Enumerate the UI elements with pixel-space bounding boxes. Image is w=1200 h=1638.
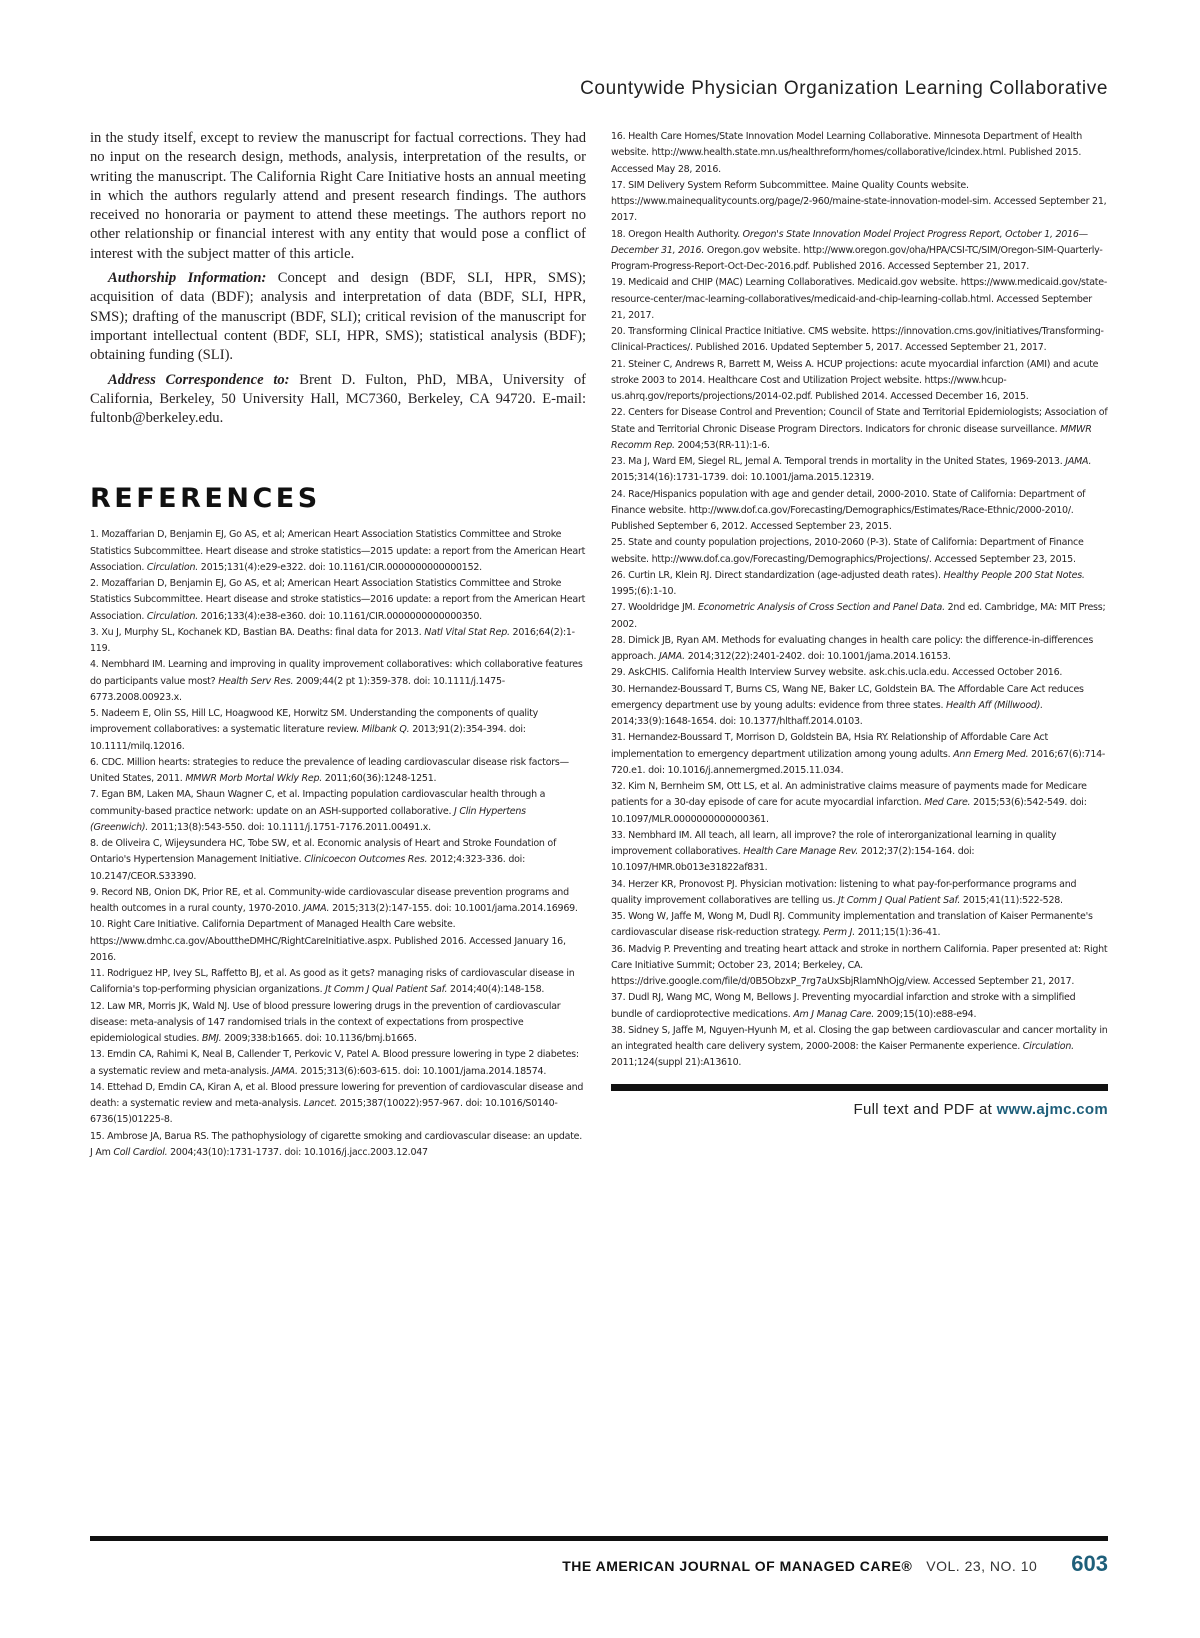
reference-it: Natl Vital Stat Rep. bbox=[424, 626, 510, 638]
reference-post: 2009;15(10):e88-e94. bbox=[873, 1008, 977, 1020]
page-number: 603 bbox=[1071, 1551, 1108, 1576]
reference-item bbox=[611, 877, 1108, 910]
reference-pre: 10. Right Care Initiative. California Department of Managed Health Care website. https://www.dmhc.ca.gov/AbouttheDMHC/RightCareInitiative.aspx. Published 2016. Accessed January 16, 2016. bbox=[90, 919, 566, 963]
reference-item bbox=[611, 227, 1108, 276]
reference-pre: 23. Ma J, Ward EM, Siegel RL, Jemal A. Temporal trends in mortality in the United States, 1969-2013. bbox=[611, 456, 1066, 467]
section-rule bbox=[611, 1084, 1108, 1091]
reference-pre: 30. Hernandez-Boussard T, Burns CS, Wang NE, Baker LC, Goldstein BA. The Affordable Care Act reduces emergency department use by young adults: evidence from three states. bbox=[611, 683, 1084, 711]
reference-item bbox=[611, 487, 1108, 536]
reference-post: 1995;(6):1-10. bbox=[611, 586, 677, 597]
reference-pre: 32. Kim N, Bernheim SM, Ott LS, et al. An administrative claims measure of payments made for Medicare patients for a 30-day episode of care for acute myocardial infarction. bbox=[611, 781, 1087, 809]
reference-it: Circulation. bbox=[146, 561, 198, 573]
reference-pre: 38. Sidney S, Jaffe M, Nguyen-Hyunh M, et al. Closing the gap between cardiovascular and cancer mortality in an integrated health care delivery system, 2000-2008: the Kaiser Permanente experience. bbox=[611, 1024, 1108, 1052]
reference-post: 2015;41(11):522-528. bbox=[960, 894, 1063, 906]
address-text: Brent D. Fulton, PhD, MBA, University of California, Berkeley, 50 University Hall, MC7360, Berkeley, CA 94720. E-mail: fultonb@berkeley.edu. bbox=[90, 371, 587, 427]
reference-it: Oregon's State Innovation Model Project Progress Report, October 1, 2016—December 31, 2016. bbox=[611, 228, 1088, 256]
address-lead: Address Correspondence to: bbox=[108, 371, 290, 388]
reference-it: JAMA. bbox=[1065, 456, 1092, 467]
reference-it: Jt Comm J Qual Patient Saf. bbox=[325, 984, 448, 996]
running-title: Countywide Physician Organization Learning Collaborative bbox=[580, 78, 1108, 99]
reference-item bbox=[611, 909, 1108, 942]
left-column bbox=[90, 129, 586, 1161]
reference-it: Health Care Manage Rev. bbox=[743, 846, 859, 857]
reference-pre: 22. Centers for Disease Control and Prevention; Council of State and Territorial Epidemiologists; Association of State and Territorial Chronic Disease Program Directors. Indicators for chronic disease surveillance. bbox=[611, 407, 1108, 435]
reference-post: 2011;15(1):36-41. bbox=[854, 927, 941, 939]
reference-pre: 29. AskCHIS. California Health Interview Survey website. ask.chis.ucla.edu. Accessed October 2016. bbox=[611, 667, 1063, 679]
reference-it: MMWR Morb Mortal Wkly Rep. bbox=[185, 773, 323, 785]
reference-pre: 16. Health Care Homes/State Innovation Model Learning Collaborative. Minnesota Department of Health website. http://www.health.state.mn.us/healthreform/homes/collaborative/lcindex.html. Published 2015. Accessed May 28, 2016. bbox=[611, 131, 1083, 175]
reference-pre: 9. Record NB, Onion DK, Prior RE, et al. Community-wide cardiovascular disease prevention programs and health outcomes in a rural county, 1970-2010. bbox=[90, 886, 569, 915]
reference-pre: 19. Medicaid and CHIP (MAC) Learning Collaboratives. Medicaid.gov website. https://www.medicaid.gov/state-resource-center/mac-learning-collaboratives/medicaid-and-chip-learning-collab.html. Accessed September 21, 2017. bbox=[611, 277, 1108, 321]
reference-item bbox=[611, 600, 1108, 633]
reference-it: MMWR Recomm Rep. bbox=[611, 423, 1092, 451]
reference-post: 2015;314(16):1731-1739. doi: 10.1001/jama.2015.12319. bbox=[611, 472, 874, 484]
reference-post: 2015;131(4):e29-e322. doi: 10.1161/CIR.0000000000000152. bbox=[198, 561, 482, 573]
reference-pre: 8. de Oliveira C, Wijeysundera HC, Tobe SW, et al. Economic analysis of Heart and Stroke Foundation of Ontario's Hypertension Management Initiative. bbox=[90, 838, 557, 866]
reference-pre: 26. Curtin LR, Klein RJ. Direct standardization (age-adjusted death rates). bbox=[611, 569, 944, 581]
reference-post: 2011;13(8):543-550. doi: 10.1111/j.1751-7176.2011.00491.x. bbox=[148, 821, 431, 833]
reference-post: 2013;91(2):354-394. doi: 10.1111/milq.12016. bbox=[90, 724, 526, 752]
reference-post: 2014;40(4):148-158. bbox=[447, 984, 545, 996]
reference-it: Am J Manag Care. bbox=[793, 1008, 874, 1020]
reference-item bbox=[611, 633, 1108, 666]
reference-pre: 21. Steiner C, Andrews R, Barrett M, Weiss A. HCUP projections: acute myocardial infarction (AMI) and acute stroke 2003 to 2014. Healthcare Cost and Utilization Project website. https://www.hcup-us.ahrq.gov/reports/projections/2014-02.pdf. Published 2014. Accessed December 16, 2015. bbox=[611, 358, 1099, 402]
reference-pre: 37. Dudl RJ, Wang MC, Wong M, Bellows J. Preventing myocardial infarction and stroke with a simplified bundle of cardioprotective medications. bbox=[611, 992, 1076, 1020]
reference-it: J Clin Hypertens (Greenwich). bbox=[90, 805, 526, 833]
reference-it: Health Aff (Millwood). bbox=[946, 699, 1043, 711]
reference-pre: 14. Ettehad D, Emdin CA, Kiran A, et al. Blood pressure lowering for prevention of cardiovascular disease and death: a systematic review and meta-analysis. bbox=[90, 1081, 584, 1110]
reference-item bbox=[90, 1080, 586, 1129]
reference-pre: 28. Dimick JB, Ryan AM. Methods for evaluating changes in health care policy: the difference-in-differences approach. bbox=[611, 634, 1094, 662]
reference-pre: 6. CDC. Million hearts: strategies to reduce the prevalence of leading cardiovascular disease risk factors—United States, 2011. bbox=[90, 756, 569, 785]
reference-it: Circulation. bbox=[146, 610, 198, 622]
fulltext-note bbox=[611, 1101, 1108, 1118]
reference-post: 2009;44(2 pt 1):359-378. doi: 10.1111/j.1475-6773.2008.00923.x. bbox=[90, 675, 505, 703]
reference-post: 2012;37(2):154-164. doi: 10.1097/HMR.0b013e31822af831. bbox=[611, 846, 975, 874]
reference-pre: 7. Egan BM, Laken MA, Shaun Wagner C, et al. Impacting population cardiovascular health through a community-based practice network: update on an ASH-supported collaborative. bbox=[90, 789, 546, 817]
reference-item bbox=[611, 405, 1108, 454]
reference-pre: 27. Wooldridge JM. bbox=[611, 602, 699, 614]
reference-item bbox=[611, 357, 1108, 406]
reference-item bbox=[611, 1023, 1108, 1072]
reference-post: 2012;4:323-336. doi: 10.2147/CEOR.S33390. bbox=[90, 854, 526, 882]
reference-item bbox=[90, 966, 586, 999]
reference-it: Med Care. bbox=[924, 797, 971, 809]
reference-item bbox=[611, 275, 1108, 324]
reference-item bbox=[611, 779, 1108, 828]
fulltext-label: Full text and PDF at bbox=[853, 1100, 997, 1118]
reference-it: Clinicoecon Outcomes Res. bbox=[304, 854, 428, 866]
reference-post: 2015;53(6):542-549. doi: 10.1097/MLR.0000000000000361. bbox=[611, 797, 1087, 825]
reference-item bbox=[611, 682, 1108, 731]
reference-pre: 5. Nadeem E, Olin SS, Hill LC, Hoagwood KE, Horwitz SM. Understanding the components of quality improvement collaboratives: a systematic literature review. bbox=[90, 708, 539, 736]
reference-item bbox=[90, 706, 586, 755]
reference-item bbox=[90, 1047, 586, 1080]
reference-item bbox=[611, 568, 1108, 601]
journal-name: THE AMERICAN JOURNAL OF MANAGED CARE® bbox=[562, 1558, 913, 1574]
reference-pre: 4. Nembhard IM. Learning and improving in quality improvement collaboratives: which collaborative features do participants value most? bbox=[90, 659, 583, 687]
reference-post: 2014;33(9):1648-1654. doi: 10.1377/hlthaff.2014.0103. bbox=[611, 716, 863, 727]
reference-pre: 13. Emdin CA, Rahimi K, Neal B, Callender T, Perkovic V, Patel A. Blood pressure lowering in type 2 diabetes: a systematic review and meta-analysis. bbox=[90, 1049, 579, 1077]
reference-post: 2011;60(36):1248-1251. bbox=[322, 773, 437, 785]
reference-it: Perm J. bbox=[823, 927, 855, 939]
reference-item bbox=[611, 535, 1108, 568]
reference-post: 2015;313(2):147-155. doi: 10.1001/jama.2014.16969. bbox=[329, 903, 578, 915]
reference-it: JAMA. bbox=[659, 651, 685, 662]
reference-item bbox=[611, 665, 1108, 681]
right-column bbox=[611, 129, 1108, 1118]
reference-item bbox=[90, 1129, 586, 1162]
authorship-lead: Authorship Information: bbox=[108, 270, 267, 287]
references-heading: REFERENCES bbox=[90, 483, 321, 515]
reference-item bbox=[90, 885, 586, 918]
reference-pre: 12. Law MR, Morris JK, Wald NJ. Use of blood pressure lowering drugs in the prevention of cardiovascular disease: meta-analysis of 147 randomised trials in the context of expectations from prospective epidemiological studies. bbox=[90, 1000, 561, 1045]
reference-post: 2009;338:b1665. doi: 10.1136/bmj.b1665. bbox=[221, 1033, 417, 1045]
reference-item bbox=[90, 917, 586, 966]
reference-it: Econometric Analysis of Cross Section and Panel Data. bbox=[698, 602, 945, 614]
reference-post: 2015;387(10022):957-967. doi: 10.1016/S0140-6736(15)01225-8. bbox=[90, 1098, 558, 1126]
reference-it: Milbank Q. bbox=[361, 724, 410, 736]
reference-item bbox=[90, 787, 586, 836]
disclosure-paragraph: in the study itself, except to review the manuscript for factual corrections. They had no input on the research design, methods, analysis, interpretation of the results, or writing the manuscript. The California Right Care Initiative hosts an annual meeting in which the authors regularly attend and present research findings. The authors received no honoraria or payment to attend these meetings. The authors report no other relationship or financial interest with any entity that would pose a conflict of interest with the subject matter of this article. bbox=[90, 130, 586, 262]
reference-it: JAMA. bbox=[303, 903, 330, 915]
reference-item bbox=[611, 178, 1108, 227]
reference-item bbox=[90, 657, 586, 706]
reference-item bbox=[90, 625, 586, 658]
authorship-paragraph bbox=[90, 269, 586, 365]
reference-pre: 1. Mozaffarian D, Benjamin EJ, Go AS, et al; American Heart Association Statistics Committee and Stroke Statistics Subcommittee. Heart disease and stroke statistics—2015 update: a report from the American Heart Association. bbox=[90, 529, 586, 573]
article-body-text bbox=[90, 129, 586, 428]
reference-post: 2nd ed. Cambridge, MA: MIT Press; 2002. bbox=[611, 602, 1106, 630]
reference-item bbox=[611, 942, 1108, 991]
reference-pre: 25. State and county population projections, 2010-2060 (P-3). State of California: Department of Finance website. http://www.dof.ca.gov/Forecasting/Demographics/Projections/. Accessed September 23, 2015. bbox=[611, 537, 1084, 565]
reference-pre: 34. Herzer KR, Pronovost PJ. Physician motivation: listening to what pay-for-performance programs and quality improvement collaboratives are telling us. bbox=[611, 878, 1077, 906]
reference-pre: 35. Wong W, Jaffe M, Wong M, Dudl RJ. Community implementation and translation of Kaiser Permanente's cardiovascular disease risk-reduction strategy. bbox=[611, 911, 1093, 939]
reference-pre: 17. SIM Delivery System Reform Subcommittee. Maine Quality Counts website. https://www.mainequalitycounts.org/page/2-960/maine-state-innovation-model-sim. Accessed September 21, 2017. bbox=[611, 179, 1107, 224]
reference-pre: 31. Hernandez-Boussard T, Morrison D, Goldstein BA, Hsia RY. Relationship of Affordable Care Act implementation to emergency department utilization among young adults. bbox=[611, 732, 1049, 760]
reference-post: 2016;67(6):714-720.e1. doi: 10.1016/j.annemergmed.2015.11.034. bbox=[611, 748, 1106, 776]
reference-pre: 18. Oregon Health Authority. bbox=[611, 228, 743, 240]
reference-post: 2004;43(10):1731-1737. doi: 10.1016/j.jacc.2003.12.047 bbox=[167, 1146, 428, 1158]
volume-issue: VOL. 23, NO. 10 bbox=[926, 1558, 1038, 1574]
reference-pre: 20. Transforming Clinical Practice Initiative. CMS website. https://innovation.cms.gov/initiatives/Transforming-Clinical-Practices/. Published 2016. Updated September 5, 2017. Accessed September 21, 2017. bbox=[611, 326, 1104, 354]
reference-pre: 11. Rodriguez HP, Ivey SL, Raffetto BJ, et al. As good as it gets? managing risks of cardiovascular disease in California's top-performing physician organizations. bbox=[90, 968, 575, 996]
reference-list-left bbox=[90, 527, 586, 1161]
reference-it: Ann Emerg Med. bbox=[953, 748, 1029, 760]
reference-post: 2014;312(22):2401-2402. doi: 10.1001/jama.2014.16153. bbox=[684, 651, 951, 662]
reference-pre: 24. Race/Hispanics population with age and gender detail, 2000-2010. State of California: Department of Finance website. http://www.dof.ca.gov/Forecasting/Demographics/Estimates/Race-Ethnic/2000-2010/. Published September 6, 2012. Accessed September 23, 2015. bbox=[611, 488, 1086, 532]
reference-item bbox=[90, 836, 586, 885]
reference-it: BMJ. bbox=[201, 1033, 222, 1045]
reference-pre: 15. Ambrose JA, Barua RS. The pathophysiology of cigarette smoking and cardiovascular disease: an update. J Am bbox=[90, 1130, 583, 1158]
reference-pre: 3. Xu J, Murphy SL, Kochanek KD, Bastian BA. Deaths: final data for 2013. bbox=[90, 626, 425, 638]
reference-pre: 33. Nembhard IM. All teach, all learn, all improve? the role of interorganizational learning in quality improvement collaboratives. bbox=[611, 829, 1057, 857]
reference-post: 2015;313(6):603-615. doi: 10.1001/jama.2014.18574. bbox=[297, 1065, 547, 1077]
reference-it: Coll Cardiol. bbox=[113, 1146, 168, 1158]
reference-post: Oregon.gov website. http://www.oregon.gov/oha/HPA/CSI-TC/SIM/Oregon-SIM-Quarterly-Program-Progress-Report-Oct-Dec-2016.pdf. Published 2016. Accessed September 21, 2017. bbox=[611, 244, 1103, 272]
reference-item bbox=[90, 755, 586, 788]
reference-item bbox=[611, 129, 1108, 178]
reference-item bbox=[90, 999, 586, 1048]
reference-it: JAMA. bbox=[271, 1065, 298, 1077]
reference-list-right bbox=[611, 129, 1108, 1072]
reference-it: Health Serv Res. bbox=[218, 675, 294, 687]
reference-post: 2004;53(RR-11):1-6. bbox=[674, 439, 770, 451]
reference-item bbox=[611, 324, 1108, 357]
reference-it: Lancet. bbox=[303, 1098, 337, 1110]
reference-post: 2011;124(suppl 21):A13610. bbox=[611, 1057, 742, 1069]
reference-post: 2016;133(4):e38-e360. doi: 10.1161/CIR.0000000000000350. bbox=[198, 610, 482, 622]
reference-pre: 2. Mozaffarian D, Benjamin EJ, Go AS, et al; American Heart Association Statistics Committee and Stroke Statistics Subcommittee. Heart disease and stroke statistics—2016 update: a report from the American Heart Association. bbox=[90, 578, 586, 622]
address-paragraph bbox=[90, 371, 586, 429]
website-link[interactable]: www.ajmc.com bbox=[996, 1100, 1108, 1118]
reference-it: Healthy People 200 Stat Notes. bbox=[943, 569, 1085, 581]
reference-post: 2016;64(2):1-119. bbox=[90, 626, 575, 655]
reference-item bbox=[611, 990, 1108, 1023]
page-footer bbox=[562, 1551, 1108, 1577]
footer-rule bbox=[90, 1536, 1108, 1541]
reference-it: Circulation. bbox=[1022, 1041, 1074, 1052]
reference-item bbox=[90, 576, 586, 625]
authorship-text: Concept and design (BDF, SLI, HPR, SMS); acquisition of data (BDF); analysis and interpretation of data (BDF, SLI, HPR, SMS); drafting of the manuscript (BDF, SLI); critical revision of the manuscript for important intellectual content (BDF, SLI, HPR, SMS); statistical analysis (BDF); obtaining funding (SLI). bbox=[90, 270, 586, 364]
reference-pre: 36. Madvig P. Preventing and treating heart attack and stroke in northern California. Paper presented at: Right Care Initiative Summit; October 23, 2014; Berkeley, CA. https://drive.google.com/file/d/0B5ObzxP_7rg7aUxSbjRlamNhOjg/view. Accessed September 21, 2017. bbox=[611, 943, 1108, 987]
reference-item bbox=[611, 730, 1108, 779]
reference-it: Jt Comm J Qual Patient Saf. bbox=[838, 894, 961, 906]
reference-item bbox=[90, 527, 586, 576]
reference-item bbox=[611, 454, 1108, 487]
reference-item bbox=[611, 828, 1108, 877]
